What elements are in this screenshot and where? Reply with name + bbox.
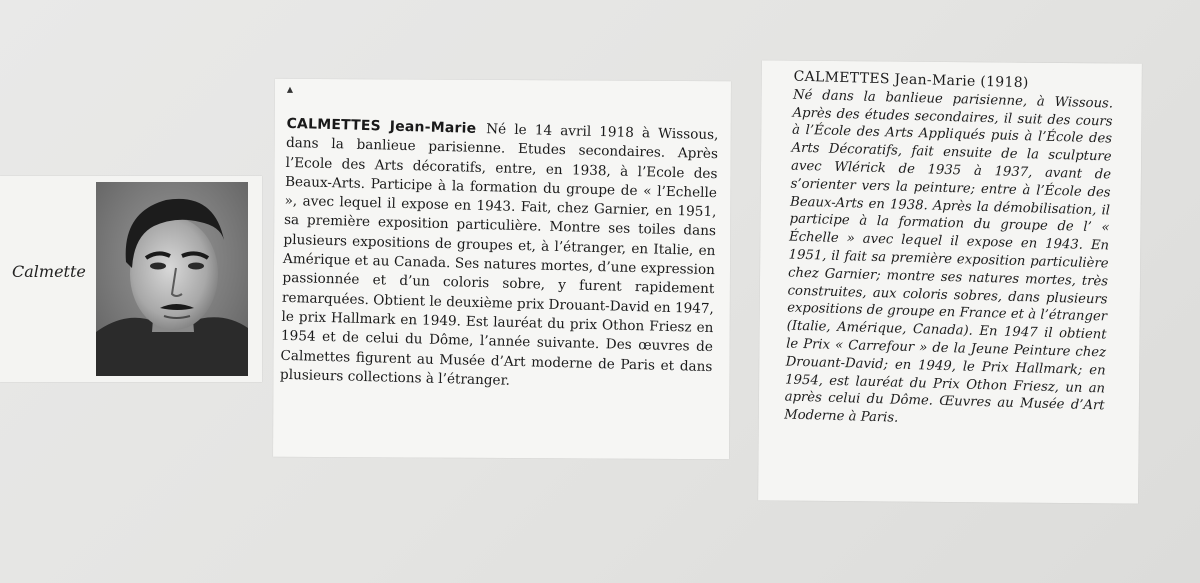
biography-clipping-short [273, 79, 731, 459]
portrait-photo [96, 182, 248, 376]
biography-body-long: Né dans la banlieue parisienne, à Wissous. Après des études secondaires, il suit des cours à l’École des Arts Appliqués puis à l’École des Arts Décoratifs, fait ensuite de la sculpture avec Wlérick de 1935 à 1937, avant de s’orienter vers la peinture; entre à l’École des Beaux-Arts en 1938. Après la démobilisation, il participe à la formation du groupe de l’ « Échelle » avec lequel il expose en 1943. En 1951, il fait sa première exposition particulière chez Garnier; montre ses natures mortes, très construites, aux coloris sobres, dans plusieurs expositions de groupe en France et à l’étranger (Italie, Amérique, Canada). En 1947 il obtient le Prix « Carrefour » de la Jeune Peinture chez Drouant-David; en 1949, le Prix Hallmark; en 1954, est lauréat du Prix Othon Friesz, un an après celui du Dôme. Œuvres au Musée d’Art Moderne à Paris. [783, 87, 1114, 426]
tick-mark: ▲ [286, 84, 294, 94]
biography-body-short: Né le 14 avril 1918 à Wissous, dans la banlieue parisienne. Etudes secondaires. Après l’Ecole des Arts décoratifs, entre, en 1938, à l’Ecole des Beaux-Arts. Participe à la formation du groupe de « l’Echelle », avec lequel il expose en 1943. Fait, chez Garnier, en 1951, sa première exposition particulière. Montre ses toiles dans plusieurs expositions de groupes et, à l’étranger, en Italie, en Amérique et au Canada. Ses natures mortes, d’une expression passionnée et d’un coloris sobre, y furent rapidement remarquées. Obtient le deuxième prix Drouant-David en 1947, le prix Hallmark en 1949. Est lauréat du prix Othon Friesz en 1954 et de celui du Dôme, l’année suivante. Des œuvres de Calmettes figurent au Musée d’Art moderne de Paris et dans plusieurs collections à l’étranger. [279, 121, 719, 389]
artist-name: CALMETTES Jean-Marie [286, 115, 477, 137]
biography-text-long [784, 69, 1114, 434]
portrait-caption: Calmette [12, 262, 86, 281]
biography-text-short [280, 115, 719, 396]
portrait-icon [96, 182, 248, 376]
biography-clipping-long [758, 60, 1142, 503]
artist-name-with-year: CALMETTES Jean-Marie (1918) [793, 68, 1029, 92]
